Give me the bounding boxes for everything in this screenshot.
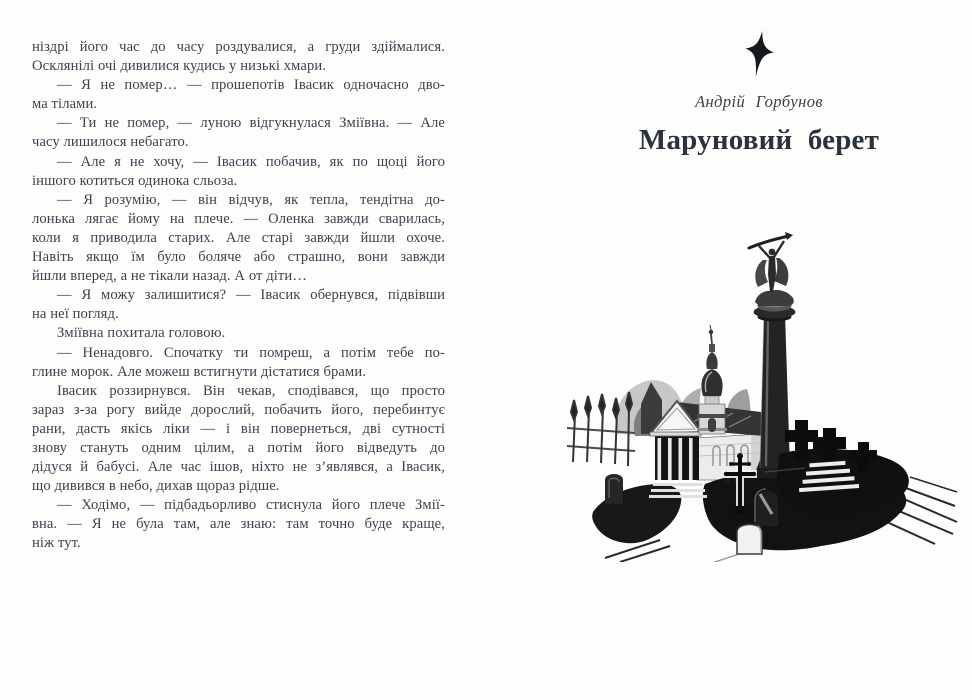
text-line: дідуся й бабусі. Але час ішов, ніхто не з’являвся, а Івасик,	[32, 459, 445, 476]
text-line: на неї погляд.	[32, 306, 119, 323]
churchyard-illustration	[565, 222, 965, 562]
chapter-author: Андрій Горбунов	[695, 92, 823, 111]
text-line: — Я розумію, — він відчув, як тепла, тендітна до-	[57, 191, 445, 208]
text-line: — Я не помер… — прошепотів Івасик одночасно дво-	[57, 77, 445, 94]
text-line: — Я можу залишитися? — Івасик обернувся, підвівши	[57, 287, 445, 304]
text-line: — Ходімо, — підбадьорливо стиснула його плече Змії-	[57, 497, 445, 514]
text-line: ніж тут.	[32, 535, 81, 552]
text-line: Осклянілі очі дивилися кудись у низькі хмари.	[32, 58, 327, 75]
chapter-title: Маруновий берет	[638, 124, 880, 156]
text-line: ма тілами.	[32, 96, 98, 113]
text-line: ніздрі його час до часу роздувалися, а груди здіймалися.	[32, 39, 445, 55]
text-line: зараз з-за рогу вийде дорослий, побачить його, перебинтує	[32, 401, 445, 418]
text-line: — Ти не помер, — луною відгукнулася Зміївна. — Але	[57, 115, 445, 132]
text-line: Івасик роззирнувся. Він чекав, сподівався, що просто	[57, 382, 445, 399]
text-line: рани, дасть якісь ліки — і він повернеться, дві сутності	[32, 420, 445, 437]
star-icon	[738, 28, 780, 81]
text-line: Навіть якщо їм було боляче або страшно, вони завжди	[32, 249, 445, 266]
text-line: що дивився в небо, дихав щораз рідше.	[32, 478, 280, 495]
text-line: — Ненадовго. Спочатку ти помреш, а потім тебе по-	[57, 344, 445, 361]
text-line: іншого котиться одинока сльоза.	[32, 172, 238, 189]
chapter-ornament	[543, 30, 972, 78]
text-line: глине морок. Але можеш встигнути дістатися брами.	[32, 363, 366, 380]
text-line: — Але я не хочу, — Івасик побачив, як по щоці його	[57, 153, 445, 170]
text-line: Зміївна похитала головою.	[57, 325, 226, 342]
text-line: коли я приводила старих. Але старі завжди йшли охоче.	[32, 229, 445, 246]
text-line: лонька лягає йому на плече. — Оленка завжди сварилась,	[32, 210, 445, 227]
left-page-text	[32, 38, 445, 554]
text-line: знову стануть одним цілим, а потім його відведуть до	[32, 439, 445, 456]
text-line: часу лишилося небагато.	[32, 134, 189, 151]
text-line: йшли вперед, а не тікали назад. А от діти…	[32, 268, 308, 285]
text-line: вна. — Я не була там, але знаю: там точно буде краще,	[32, 516, 445, 533]
winged-statue	[749, 232, 793, 292]
